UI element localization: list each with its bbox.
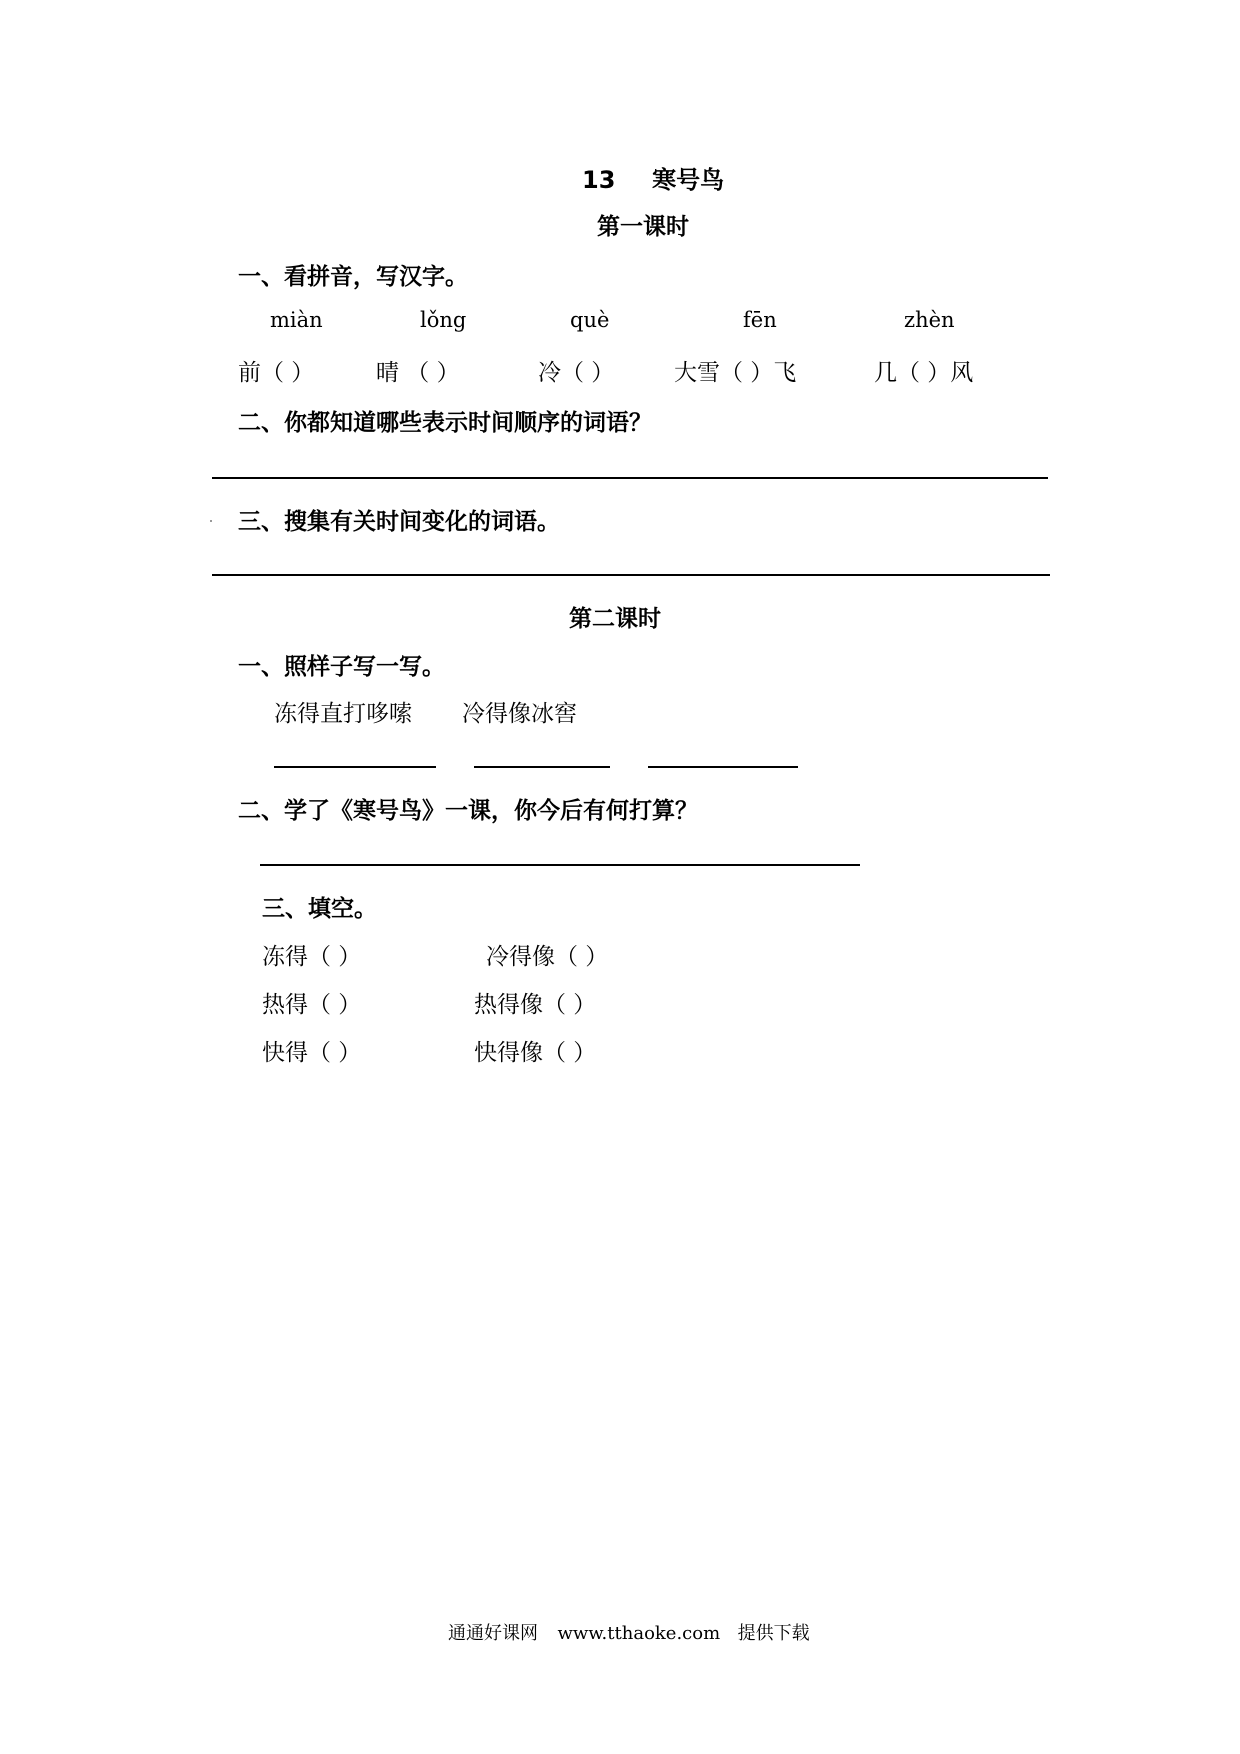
fill-item-2: 晴 （ ） <box>376 360 460 386</box>
fill-blank-right-1: 冷得像（ ） <box>486 944 609 970</box>
document-title <box>582 160 724 195</box>
lesson-title: 寒号鸟 <box>652 166 725 194</box>
lesson1-q3-label: 三、搜集有关时间变化的词语。 <box>238 509 560 535</box>
lesson2-heading: 第二课时 <box>569 606 661 632</box>
answer-line <box>212 574 1050 576</box>
fill-item-5: 几（ ）风 <box>874 360 974 386</box>
fill-blank-right-3: 快得像（ ） <box>474 1040 597 1066</box>
answer-line <box>212 477 1048 479</box>
footer <box>448 1619 810 1645</box>
pinyin-2: lǒng <box>420 308 467 332</box>
lesson1-q1-label: 一、看拼音，写汉字。 <box>238 264 468 290</box>
answer-line <box>260 864 860 866</box>
pinyin-4: fēn <box>743 308 777 332</box>
fill-blank-left-3: 快得（ ） <box>262 1040 362 1066</box>
answer-blank <box>274 766 436 768</box>
lesson2-q3-label: 三、填空。 <box>262 896 377 922</box>
example-phrase-2: 冷得像冰窖 <box>462 701 577 727</box>
scan-mark <box>210 520 212 522</box>
pinyin-3: què <box>570 308 610 332</box>
pinyin-5: zhèn <box>904 308 955 332</box>
fill-blank-right-2: 热得像（ ） <box>474 992 597 1018</box>
pinyin-1: miàn <box>270 308 323 332</box>
fill-blank-left-1: 冻得（ ） <box>262 944 362 970</box>
lesson2-q2-label: 二、学了《寒号鸟》一课，你今后有何打算？ <box>238 798 698 824</box>
lesson-number: 13 <box>582 166 616 194</box>
fill-item-3: 冷（ ） <box>538 360 615 386</box>
footer-url[interactable]: www.tthaoke.com <box>557 1623 721 1644</box>
example-phrase-1: 冻得直打哆嗦 <box>274 701 412 727</box>
answer-blank <box>648 766 798 768</box>
lesson1-q2-label: 二、你都知道哪些表示时间顺序的词语？ <box>238 410 652 436</box>
footer-site-name: 通通好课网 <box>448 1623 538 1644</box>
fill-item-4: 大雪（ ）飞 <box>674 360 797 386</box>
fill-item-1: 前（ ） <box>238 360 315 386</box>
footer-suffix: 提供下载 <box>737 1623 810 1644</box>
fill-blank-left-2: 热得（ ） <box>262 992 362 1018</box>
lesson1-heading: 第一课时 <box>597 214 689 240</box>
lesson2-q1-label: 一、照样子写一写。 <box>238 654 445 680</box>
answer-blank <box>474 766 610 768</box>
